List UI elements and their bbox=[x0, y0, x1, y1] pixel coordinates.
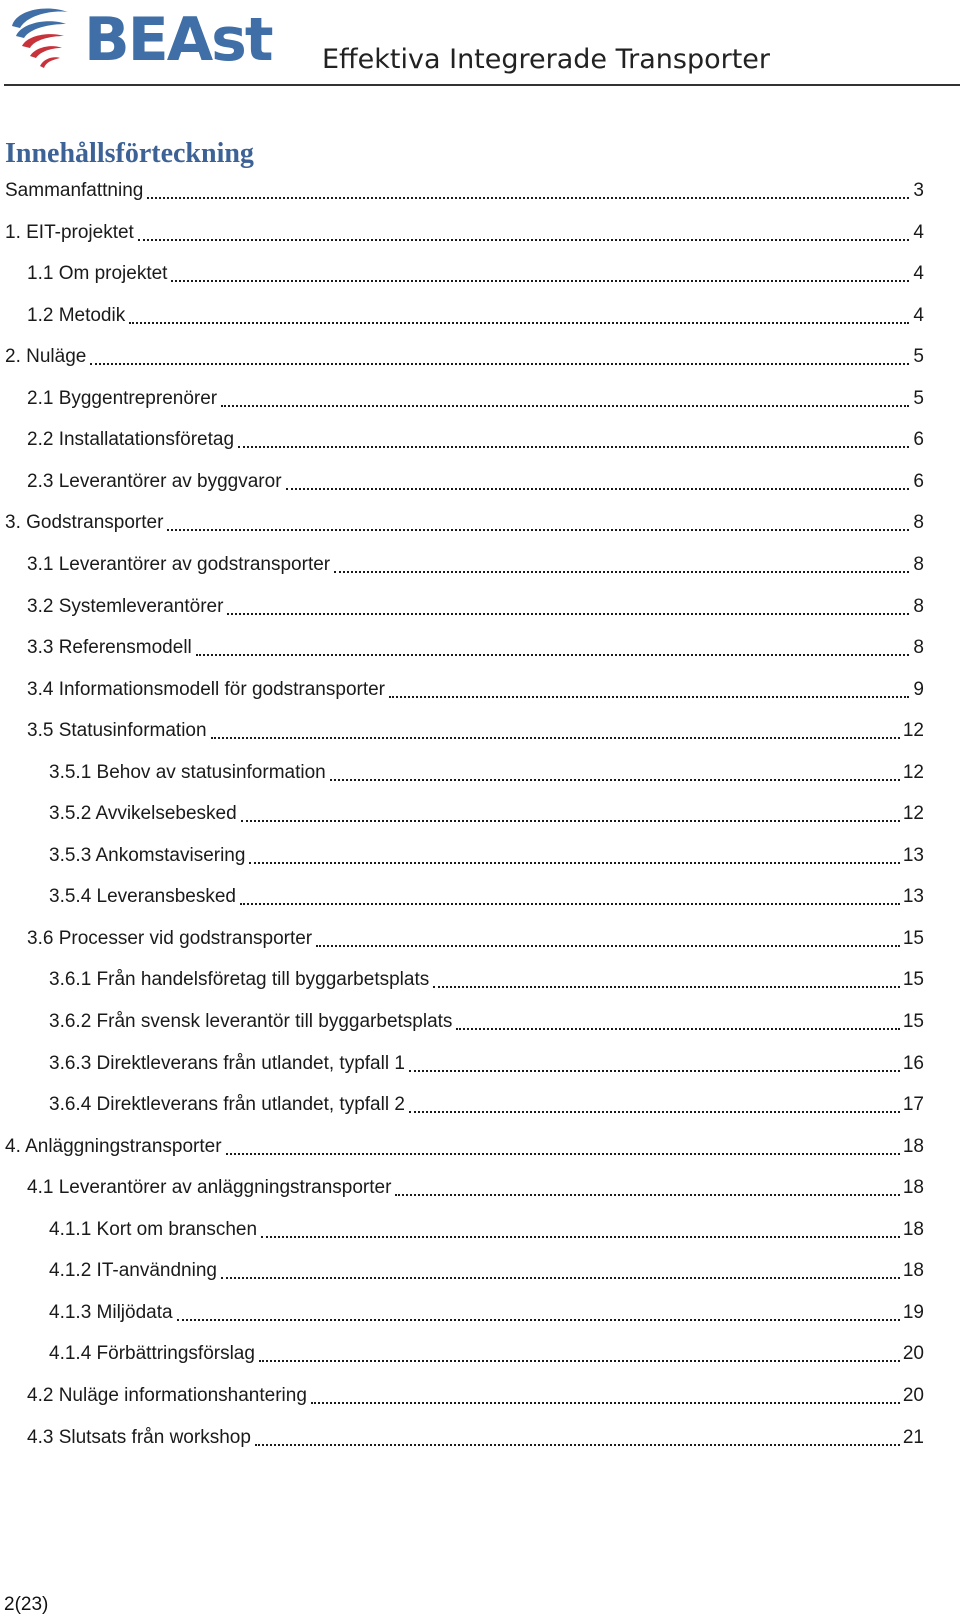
toc-entry-page: 15 bbox=[902, 969, 924, 991]
toc-entry[interactable] bbox=[49, 1296, 924, 1330]
toc-entry-page: 12 bbox=[902, 803, 924, 825]
toc-entry-title: 4.1.3 Miljödata bbox=[49, 1301, 173, 1323]
toc-entry-page: 13 bbox=[902, 844, 924, 866]
dot-leader bbox=[334, 569, 909, 573]
toc-heading: Innehållsförteckning bbox=[5, 138, 254, 169]
toc-entry-page: 15 bbox=[902, 1011, 924, 1032]
toc-entry-title: 3.6 Processer vid godstransporter bbox=[27, 927, 313, 949]
toc-entry-title: 1.2 Metodik bbox=[27, 304, 126, 326]
toc-entry[interactable] bbox=[49, 880, 924, 914]
dot-leader bbox=[395, 1192, 899, 1196]
dot-leader bbox=[90, 361, 909, 365]
toc-entry[interactable] bbox=[49, 1213, 924, 1247]
toc-entry[interactable] bbox=[49, 963, 924, 997]
toc-entry[interactable] bbox=[27, 548, 924, 582]
dot-leader bbox=[138, 237, 909, 241]
toc-entry-page: 4 bbox=[913, 304, 924, 326]
toc-entry[interactable] bbox=[49, 1337, 924, 1371]
toc-entry[interactable] bbox=[27, 631, 924, 665]
beast-logo bbox=[6, 2, 272, 75]
dot-leader bbox=[129, 320, 909, 324]
dot-leader bbox=[241, 818, 900, 822]
toc-entry-title: 3.5.4 Leveransbesked bbox=[49, 886, 236, 908]
dot-leader bbox=[409, 1068, 900, 1072]
toc-entry-page: 3 bbox=[913, 180, 924, 201]
dot-leader bbox=[147, 195, 909, 199]
dot-leader bbox=[240, 901, 900, 905]
toc-entry-title: Sammanfattning bbox=[5, 180, 144, 201]
dot-leader bbox=[433, 984, 900, 988]
toc-entry-title: 3.6.1 Från handelsföretag till byggarbetsplats bbox=[49, 969, 430, 991]
toc-entry-page: 6 bbox=[913, 470, 924, 492]
toc-entry-page: 20 bbox=[902, 1343, 924, 1365]
toc-entry-title: 4.1.2 IT-användning bbox=[49, 1260, 217, 1282]
dot-leader bbox=[238, 444, 909, 448]
toc-entry-page: 20 bbox=[902, 1384, 924, 1406]
toc-entry-title: 2. Nuläge bbox=[5, 346, 87, 368]
toc-entry-title: 3.5.3 Ankomstavisering bbox=[49, 844, 246, 866]
toc-entry-page: 18 bbox=[902, 1218, 924, 1240]
toc-entry-page: 21 bbox=[902, 1426, 924, 1448]
toc-entry[interactable] bbox=[27, 382, 924, 416]
toc-entry-title: 1. EIT-projektet bbox=[5, 221, 134, 243]
toc-entry-title: 4.3 Slutsats från workshop bbox=[27, 1426, 251, 1448]
toc-entry[interactable] bbox=[49, 1088, 924, 1122]
toc-entry-page: 5 bbox=[913, 346, 924, 368]
toc-entry[interactable] bbox=[27, 922, 924, 956]
toc-entry-title: 3.6.2 Från svensk leverantör till byggarbetsplats bbox=[49, 1011, 453, 1032]
toc-entry-page: 17 bbox=[902, 1094, 924, 1116]
dot-leader bbox=[177, 1317, 900, 1321]
toc-entry[interactable] bbox=[49, 1005, 924, 1039]
dot-leader bbox=[196, 652, 909, 656]
toc-entry-title: 3.2 Systemleverantörer bbox=[27, 595, 224, 617]
toc-entry-page: 16 bbox=[902, 1052, 924, 1074]
dot-leader bbox=[330, 777, 900, 781]
dot-leader bbox=[311, 1400, 900, 1404]
toc-entry[interactable] bbox=[49, 1254, 924, 1288]
logo-wordmark: BEAst bbox=[84, 5, 272, 75]
toc-entry[interactable] bbox=[27, 465, 924, 499]
dot-leader bbox=[171, 278, 909, 282]
toc-entry[interactable] bbox=[27, 673, 924, 707]
toc-entry[interactable] bbox=[27, 714, 924, 748]
dot-leader bbox=[226, 1151, 900, 1155]
dot-leader bbox=[261, 1234, 900, 1238]
toc-entry-title: 3.5.2 Avvikelsebesked bbox=[49, 803, 237, 825]
toc-entry-title: 4.2 Nuläge informationshantering bbox=[27, 1384, 307, 1406]
toc-entry-title: 3. Godstransporter bbox=[5, 512, 164, 534]
toc-entry-title: 3.1 Leverantörer av godstransporter bbox=[27, 553, 331, 575]
toc-entry[interactable] bbox=[5, 216, 924, 250]
toc-entry-page: 15 bbox=[902, 927, 924, 949]
toc-entry[interactable] bbox=[49, 756, 924, 790]
toc-entry-title: 3.3 Referensmodell bbox=[27, 637, 192, 659]
header-title: Effektiva Integrerade Transporter bbox=[322, 44, 771, 75]
toc-entry[interactable] bbox=[27, 1421, 924, 1455]
toc-entry-page: 8 bbox=[913, 512, 924, 534]
toc-entry-title: 2.3 Leverantörer av byggvaror bbox=[27, 470, 282, 492]
dot-leader bbox=[409, 1109, 900, 1113]
toc-entry[interactable] bbox=[5, 1130, 924, 1164]
toc-entry[interactable] bbox=[27, 299, 924, 333]
toc-entry-title: 3.6.3 Direktleverans från utlandet, typfall 1 bbox=[49, 1052, 405, 1074]
toc-entry-page: 8 bbox=[913, 637, 924, 659]
page-number: 2(23) bbox=[4, 1594, 49, 1615]
toc-entry-title: 1.1 Om projektet bbox=[27, 263, 168, 285]
toc-entry-page: 8 bbox=[913, 553, 924, 575]
toc-entry-title: 3.4 Informationsmodell för godstransporter bbox=[27, 678, 386, 700]
dot-leader bbox=[227, 611, 909, 615]
toc-entry[interactable] bbox=[49, 839, 924, 873]
toc-entry[interactable] bbox=[27, 590, 924, 624]
toc-entry-page: 6 bbox=[913, 429, 924, 451]
toc-entry-title: 2.1 Byggentreprenörer bbox=[27, 387, 218, 409]
toc-entry[interactable] bbox=[5, 340, 924, 374]
toc-entry-page: 12 bbox=[902, 761, 924, 783]
toc-entry-title: 3.6.4 Direktleverans från utlandet, typfall 2 bbox=[49, 1094, 405, 1116]
dot-leader bbox=[456, 1026, 899, 1030]
toc-entry-page: 18 bbox=[902, 1260, 924, 1282]
toc-entry[interactable] bbox=[27, 423, 924, 457]
dot-leader bbox=[316, 943, 900, 947]
toc-entry[interactable] bbox=[49, 797, 924, 831]
toc-entry-page: 4 bbox=[913, 263, 924, 285]
toc-entry-page: 8 bbox=[913, 595, 924, 617]
dot-leader bbox=[259, 1358, 900, 1362]
toc-entry[interactable] bbox=[27, 1171, 924, 1205]
dot-leader bbox=[167, 527, 909, 531]
toc-entry-title: 2.2 Installatationsföretag bbox=[27, 429, 235, 451]
toc-entry-page: 4 bbox=[913, 221, 924, 243]
dot-leader bbox=[255, 1442, 900, 1446]
toc-entry-title: 4.1 Leverantörer av anläggningstransporter bbox=[27, 1177, 392, 1199]
header-divider bbox=[4, 84, 960, 86]
page-header bbox=[0, 0, 960, 88]
dot-leader bbox=[211, 735, 900, 739]
dot-leader bbox=[221, 1275, 900, 1279]
dot-leader bbox=[286, 486, 909, 490]
toc-entry-title: 4.1.4 Förbättringsförslag bbox=[49, 1343, 255, 1365]
toc-entry[interactable] bbox=[27, 1379, 924, 1413]
toc-entry-title: 4.1.1 Kort om branschen bbox=[49, 1218, 258, 1240]
toc-entry-page: 12 bbox=[902, 720, 924, 742]
dot-leader bbox=[389, 694, 909, 698]
toc-entry[interactable] bbox=[5, 506, 924, 540]
toc-entry[interactable] bbox=[49, 1047, 924, 1081]
toc-entry[interactable] bbox=[5, 174, 924, 208]
toc-entry-page: 18 bbox=[902, 1135, 924, 1157]
dot-leader bbox=[221, 403, 909, 407]
dot-leader bbox=[249, 860, 899, 864]
toc-entry-page: 18 bbox=[902, 1177, 924, 1199]
toc-entry-page: 13 bbox=[902, 886, 924, 908]
toc-entry-page: 19 bbox=[902, 1301, 924, 1323]
toc-entry-title: 3.5 Statusinformation bbox=[27, 720, 207, 742]
toc-entry-title: 4. Anläggningstransporter bbox=[5, 1135, 222, 1157]
toc-entry-page: 5 bbox=[913, 387, 924, 409]
toc-entry-title: 3.5.1 Behov av statusinformation bbox=[49, 761, 326, 783]
toc-entry[interactable] bbox=[27, 257, 924, 291]
beast-logo-icon bbox=[6, 2, 86, 74]
toc-entry-page: 9 bbox=[913, 678, 924, 700]
